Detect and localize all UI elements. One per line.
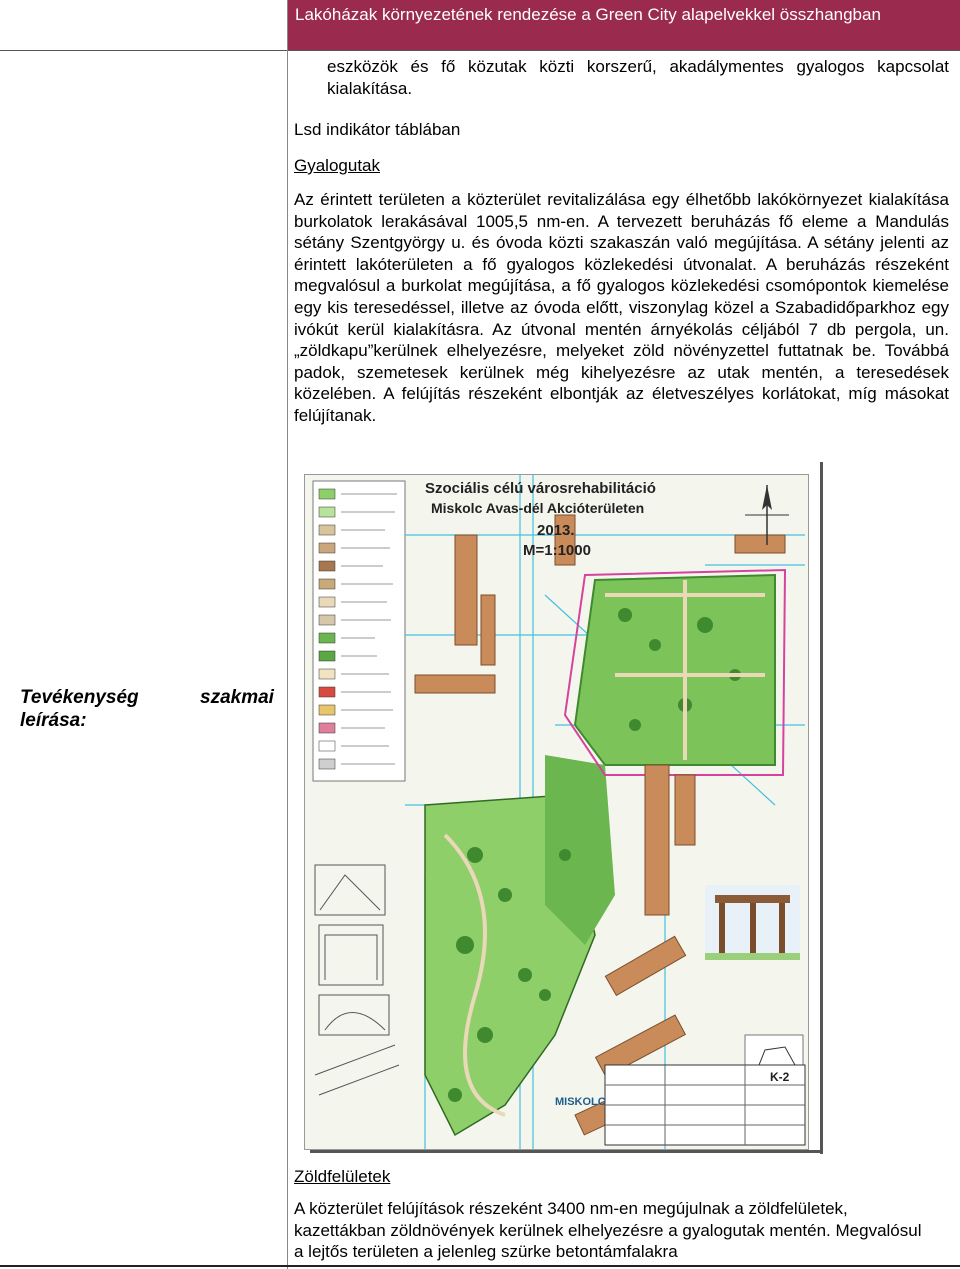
section-label-word-1: Tevékenység	[20, 687, 139, 708]
map-title-line-4: M=1:1000	[523, 542, 591, 559]
indicator-reference: Lsd indikátor táblában	[294, 120, 461, 139]
map-title-line-2: Miskolc Avas-dél Akcióterületen	[431, 500, 645, 516]
map-shadow-bottom	[310, 1150, 822, 1153]
section-label-line-2: leírása:	[20, 710, 87, 731]
site-plan-map	[304, 474, 809, 1150]
miskolc-logo-text: MISKOLC	[555, 1096, 606, 1108]
document-header	[287, 0, 960, 50]
pergola-render	[705, 885, 800, 960]
map-title-line-3: 2013.	[537, 522, 575, 539]
sheet-id: K-2	[770, 1070, 790, 1084]
section-label	[20, 686, 278, 732]
intro-line: eszközök és fő közutak közti korszerű, akadálymentes gyalogos kapcsolat kialakítása.	[327, 57, 949, 98]
title-block	[605, 1065, 805, 1145]
park-area-north	[575, 575, 775, 765]
map-shadow-right	[820, 462, 823, 1154]
left-column-top-rule	[0, 50, 287, 51]
walkways-heading: Gyalogutak	[294, 156, 380, 175]
walkways-paragraph: Az érintett területen a közterület revitalizálása egy élhetőbb lakókörnyezet kialakítása burkolatok lerakásával 1005,5 nm-en. A tervezett beruházás fő eleme a Mandulás sétány Szentgyörgy u. és óvoda közti szakaszán való megújítása. A sétány jelenti az érintett lakóterületen a fő gyalogos közlekedési útvonalat. A beruházás részeként megvalósul a burkolat megújítása, a fő gyalogos közlekedési csomópontok kiemelése egy kis teresedéssel, illetve az óvoda előtt, viszonylag közel a Szabadidőparkhoz egy ivókút kerül kialakításra. Az útvonal mentén árnyékolás céljából 7 db pergola, un. „zöldkapu”kerülnek elhelyezésre, melyeket zöld növényzettel futtatnak be. Továbbá padok, szemetesek kerülnek még kihelyezésre az utak mentén, a teresedések közelében. A felújítás részeként elbontják az életveszélyes korlátokat, míg másokat felújítanak.	[294, 190, 949, 425]
miskolc-logo	[555, 1096, 606, 1108]
header-title: Lakóházak környezetének rendezése a Green City alapelvekkel összhangban	[295, 5, 881, 24]
header-underline	[287, 50, 960, 51]
green-areas-heading: Zöldfelületek	[294, 1167, 391, 1186]
bottom-rule	[0, 1265, 960, 1267]
site-plan-drawing	[305, 475, 809, 1150]
section-label-word-2: szakmai	[200, 687, 274, 708]
column-divider	[287, 0, 288, 1269]
green-areas-paragraph: A közterület felújítások részeként 3400 nm-en megújulnak a zöldfelületek, kazettákban zöldnövények kerülnek elhelyezésre a gyalogutak mentén. Megvalósul a lejtős területen a jelenleg szürke betontámfalakra	[294, 1199, 922, 1262]
map-title-line-1: Szociális célú városrehabilitáció	[425, 480, 656, 497]
